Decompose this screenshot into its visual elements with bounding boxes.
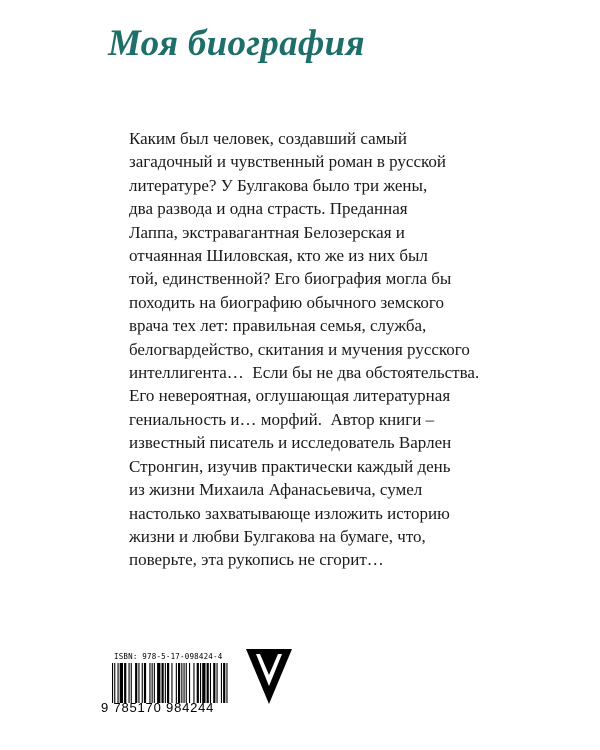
ean-digits: 9 785170 984244 (101, 700, 215, 715)
isbn-barcode (101, 652, 236, 714)
annotation-line: настолько захватывающе изложить историю (129, 503, 450, 523)
annotation-line: походить на биографию обычного земского (129, 292, 444, 312)
annotation-line: поверьте, эта рукопись не сгорит… (129, 550, 384, 570)
annotation-line: загадочный и чувственный роман в русской (129, 152, 446, 172)
annotation-line: гениальность и… морфий. Автор книги – (129, 409, 435, 429)
publisher-v-triangle-icon (246, 649, 292, 704)
annotation-line: интеллигента… Если бы не два обстоятельства. (129, 363, 480, 383)
annotation-line: Лаппа, экстравагантная Белозерская и (129, 222, 405, 242)
annotation-line: жизни и любви Булгакова на бумаге, что, (129, 526, 426, 546)
annotation-line: Его невероятная, оглушающая литературная (129, 386, 451, 406)
annotation-line: врача тех лет: правильная семья, служба, (129, 316, 427, 336)
annotation-line: той, единственной? Его биография могла бы (129, 269, 452, 289)
annotation-line: известный писатель и исследователь Варлен (129, 433, 452, 453)
annotation-line: из жизни Михаила Афанасьевича, сумел (129, 480, 423, 500)
annotation-line: белогвардейство, скитания и мучения русского (129, 339, 470, 359)
annotation-line: Каким был человек, создавший самый (129, 129, 407, 148)
annotation-line: два развода и одна страсть. Преданная (129, 199, 408, 219)
series-title: Моя биография (108, 23, 365, 64)
isbn-label: ISBN: 978-5-17-098424-4 (114, 652, 223, 661)
annotation-line: Стронгин, изучив практически каждый день (129, 456, 451, 476)
barcode-bars (101, 663, 236, 703)
annotation-line: литературе? У Булгакова было три жены, (129, 175, 428, 195)
annotation-line: отчаянная Шиловская, кто же из них был (129, 246, 428, 266)
annotation-text (129, 127, 480, 572)
